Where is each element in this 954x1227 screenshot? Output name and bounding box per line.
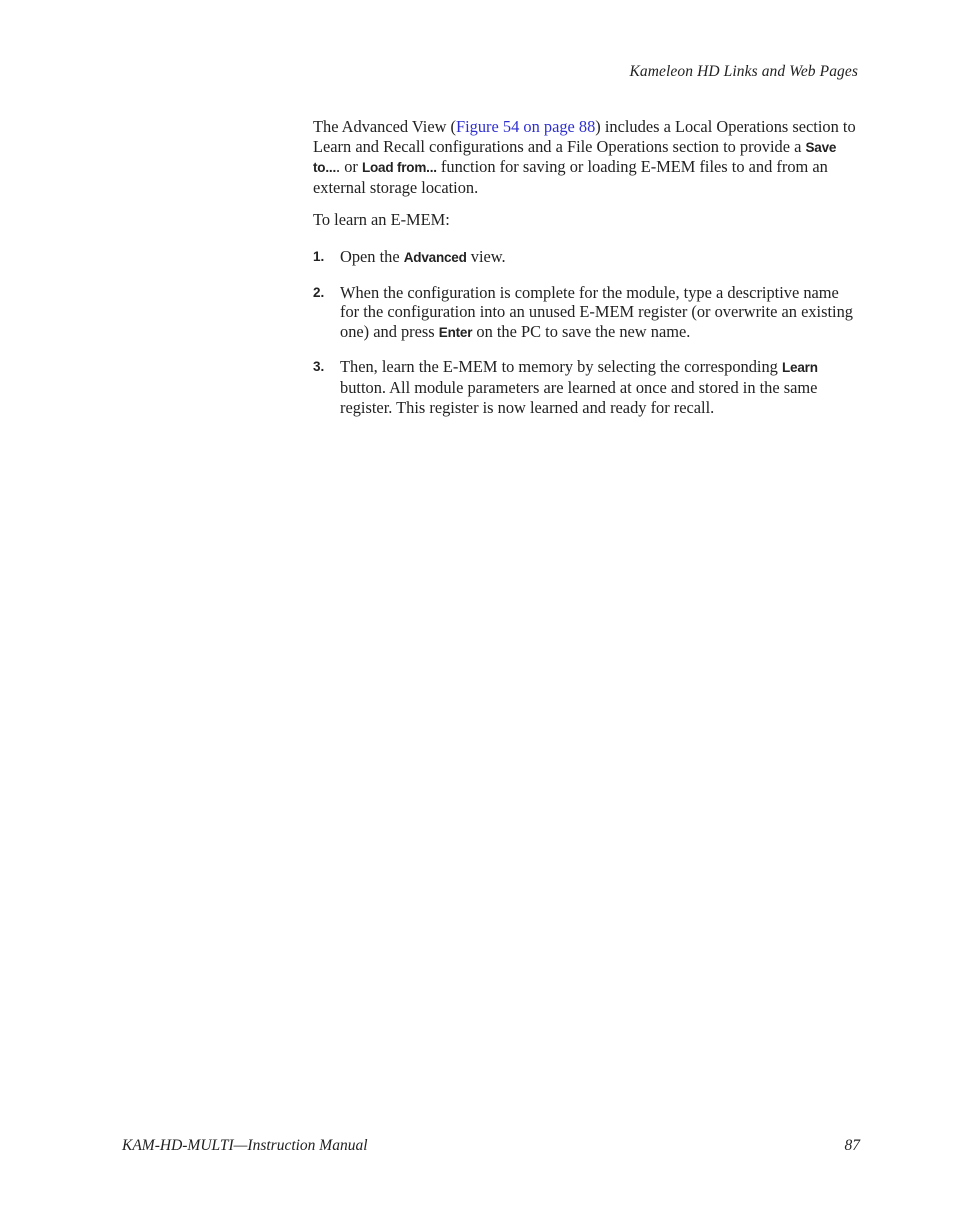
step-text: button. All module parameters are learned at once and stored in the same register. This register is now learned and ready for recall. — [340, 377, 818, 417]
step-1 — [313, 247, 861, 268]
step-3 — [313, 357, 861, 417]
learn-button-label: Learn — [781, 360, 818, 376]
intro-text-1: The Advanced View ( — [313, 117, 456, 136]
main-content — [313, 117, 861, 432]
page-number: 87 — [844, 1137, 860, 1154]
load-from-label: Load from... — [361, 160, 437, 176]
intro-text-3: . or — [336, 157, 362, 177]
step-number: 1. — [313, 248, 325, 264]
intro-paragraph — [313, 117, 861, 197]
step-text: When the configuration is complete for the module, type a descriptive name for the configuration into an unused E-MEM register (or overwrite an existing one) and press — [340, 282, 853, 341]
running-header: Kameleon HD Links and Web Pages — [629, 63, 858, 80]
step-number: 2. — [313, 284, 325, 300]
manual-title: KAM-HD-MULTI—Instruction Manual — [122, 1137, 368, 1154]
intro-text-4: function for saving or loading E-MEM files to and from an external storage location. — [313, 157, 828, 197]
advanced-ui-label: Advanced — [403, 249, 467, 265]
procedure-steps — [313, 247, 861, 417]
enter-key-label: Enter — [438, 324, 473, 340]
step-text: Open the — [340, 246, 404, 266]
save-to-label: Save to... — [313, 139, 837, 176]
intro-text-2: ) includes a Local Operations section to Learn and Recall configurations and a File Operations section to provide a — [313, 117, 856, 156]
procedure-lead: To learn an E-MEM: — [313, 210, 450, 230]
step-text: Then, learn the E-MEM to memory by selecting the corresponding — [340, 357, 782, 377]
step-text: on the PC to save the new name. — [472, 321, 691, 341]
figure-link[interactable]: Figure 54 on page 88 — [456, 117, 596, 136]
step-2 — [313, 283, 861, 343]
step-number: 3. — [313, 359, 325, 375]
step-text: view. — [466, 246, 506, 266]
